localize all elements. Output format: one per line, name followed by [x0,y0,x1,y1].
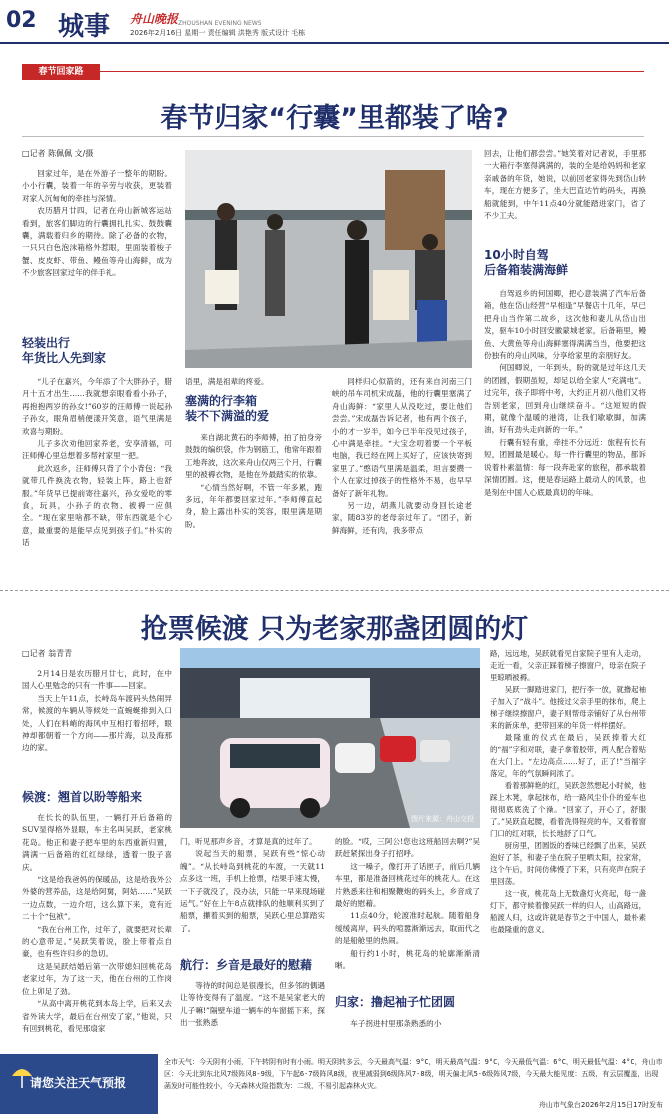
masthead-rule [0,42,669,44]
story2-col2b [180,980,325,1030]
story2-col3 [335,836,480,972]
paragraph: 路，远远地，吴跃就看见自家院子里有人走动，走近一看，父亲正踩着梯子擦窗户，母亲在院子里晾晒被褥。 [490,649,646,682]
issue-info: 2026年2月16日 星期一 责任编辑 洪艳秀 版式设计 毛栋 [130,29,306,37]
paragraph: 当天上午11点，长峙岛车渡码头热闹异常，候渡的车辆从等候处一直蜿蜒排到入口处，人们在料峭的海风中互相打着招呼，眼神却都朝着一个方向——那片海，以及海那边的家。 [22,693,172,753]
paragraph: “我在台州工作，过年了，就要把对长辈的心意带足。”吴跃笑着说，脸上带着点自豪，也有些许归乡的急切。 [22,924,172,959]
story2-col2 [180,836,325,935]
story1-subhead-2: 塞满的行李箱 装不下满溢的爱 [185,394,270,423]
story1-byline: □记者 陈佩佩 文/摄 [22,149,94,158]
paragraph: 何国卿说，一年到头，盼的就是过年这几天的团圆，假期虽短，却足以给全家人“充满电”。过完年，孩子即将中考，大约正月初八他们又将告别老家，回到舟山继续奋斗。“这短短的假期，就像个温暖的港湾，让我们歇歇脚，加满油，好有劲头走向新的一年。” [484,363,646,435]
paragraph: 11点40分，轮渡准时起航。随着船身缓缓离岸，码头的喧嚣渐渐远去，取而代之的是船舱里的热闹。 [335,911,480,946]
paragraph: 此次返乡，汪师傅只背了个小背包：“我就带几件换洗衣物，轻装上阵，路上也舒服。”年货早已提前寄往嘉兴，孙女爱吃的零食，玩具，小孙子的衣物、被褥一应俱全。“现在家里啥都不缺，带东西就是个心意，最重要的是能早点见到孩子们。”朴实的话 [22,463,172,548]
story2-headline: 抢票候渡 只为老家那盏团圆的灯 [140,614,529,645]
paragraph: 农历腊月廿四，记者在舟山新城客运站看到，旅客们脚边的行囊拥扎扎实、鼓鼓囊囊，满载着归乡的期待。除了必备的衣物，一只只白色泡沫箱格外惹眼，里面装着梭子蟹、皮皮虾、带鱼、鳗鱼等舟山海鲜，成为不少旅客回家过年的伴手礼。 [22,206,172,278]
paragraph: “这是给我爸妈的保暖品，这是给我外公外婆的营养品，这是给阿舅，阿姑……”吴跃一边点数，一边介绍，这么算下来，竟有近二十个“包袱”。 [22,875,172,922]
travelers-photo-illustration [185,150,472,368]
paragraph: “儿子在嘉兴，今年添了个大胖孙子，腊月十五才出生……我就想亲眼看看小孙子，再抱抱两岁的孙女!”60岁的汪师傅一说起孙子孙女，眼角眉梢便漾开笑意，语气里满是欢喜与期盼。 [22,377,172,436]
paragraph: 车子拐进村里那条熟悉的小 [350,1019,442,1028]
paragraph: “从高中离开桃花到本岛上学，后来又去省外读大学，最后在台州安了家，”他说，只有回到桃花，看见那扇家 [22,999,172,1033]
story-divider [0,590,669,591]
paragraph: 吴跃一脚踏进家门，把行李一放，就撸起袖子加入了“战斗”。他接过父亲手里的抹布，爬上梯子继续擦窗户，妻子则帮母亲铺好了从台州带来的新床单，把带回来的年货一样样摆好。 [490,685,646,730]
weather-title: 请您关注天气预报 [30,1076,127,1090]
paragraph: 儿子多次劝他回家养老，安享清福，可汪师傅心里总想着多帮衬家里一把。 [22,439,172,461]
story2-subhead-3: 归家：撸起袖子忙团圆 [335,995,456,1009]
weather-forecast: 全市天气：今天阴有小雨，下午转阴有时有小雨。明天阴转多云，今天最高气温：9°C，明天最高气温：9°C，今天最低气温：6°C，明天最低气温：4°C，舟山市区：今天北到东北风7级阵风8-9级，下午起6-7级阵风8级，夜里减弱到6级阵风7-8级，明天偏北风5-6级阵风7级，今天最大能见度：五级，有云层覆盖，出现菡发时可能性较小，今天森林火险指数为：二级，不易引起森林火灾。 [164,1058,663,1090]
paragraph: 最隆重的仪式在最后，吴跃捧着大红的“福”字和对联，妻子拿着胶带，两人配合着贴在大门上。“左边高点……好了，正了!”当福字落定，年的气氛瞬间浓了。 [490,733,646,778]
newspaper-logo: 舟山晚报 [130,12,179,26]
paragraph: 回家过年，是在外游子一整年的期盼。小小行囊，装着一年的辛劳与收获，更装着对家人沉甸甸的牵挂与深情。 [22,169,172,203]
newspaper-logo-en: ZHOUSHAN EVENING NEWS [178,20,262,27]
headline-rule [22,136,644,137]
story1-col4 [484,148,646,222]
story2-byline: □记者 翁青青 [22,649,73,658]
story1-subhead-3: 10小时自驾 后备箱装满海鲜 [484,248,569,277]
paragraph: 等待的时间总是很漫长，但多邻的偶遇让等待变得有了温度。“这不是吴家老大的儿子嘛!”隔壁车道一辆车的车窗摇下来，探出一张熟悉 [180,981,325,1028]
paragraph: 看着那鲜艳的红，吴跃忽然想起小时候，他踩上木凳，拿起抹布，给一路风尘仆仆的爱车也彻彻底底洗了个澡。“回家了，开心了，舒服了。”吴跃直起腰，看着洗得锃亮的车，又看着窗门口的红对联，长长地舒了口气。 [490,781,646,838]
story1-col3 [332,376,472,537]
story1-col4b [484,288,646,499]
paragraph: 这一夜，桃花岛上无数盏灯火亮起，每一盏灯下，都守候着像吴跃一样的归人，山高路远，船渡人归，这或许就是春节之于中国人，最朴素也最隆重的意义。 [490,889,646,934]
story1-col2b [185,432,322,531]
page-number: 02 [6,8,37,33]
paragraph: 说起当天的船票，吴跃有些“惊心动魄”。“从长峙岛到桃花的车渡，一天就11点多这一班，手机上抢票，结果手速太慢，一下子就没了，没办法，只能一早来现场碰运气。”好在上午8点就排队的他顺利买到了船票，攥着买到的船票，吴跃心里总算踏实了。 [180,849,325,933]
paragraph: 来自湖北黄石的李师傅，拍了拍身旁鼓鼓的编织袋，作为钢筋工，他常年跟着工地奔波，这次来舟山仅两三个月，行囊里的被褥衣物，是他在外最踏实的依靠。 [185,433,322,480]
story1-col2 [185,376,322,388]
paragraph: 自驾返乡的何国卿，把心意装满了汽车后备箱，他在岱山经营“早相逢”早餐店十几年，早已把舟山当作第二故乡，这次他和妻儿从岱山出发，驱车10小时回安徽蒙城老家，后备箱里，鳗鱼、大黄鱼等舟山海鲜塞得满满当当，他要把这份独有的舟山风味，分享给家里的亲朋好友。 [484,289,646,361]
weather-signature: 舟山市气象台2026年2月15日17时发布 [538,1101,663,1109]
paragraph: 在长长的队伍里，一辆打开后备箱的SUV显得格外显眼，车主名叫吴跃，老家桃花岛。他正和妻子把车里的东西重新归置，满满一后备箱的红红绿绿，透着一股子喜庆。 [22,813,172,872]
ferry-cars-photo-illustration [180,648,480,828]
story2-col3b [335,1018,480,1030]
story1-headline: 春节归家“行囊”里都装了啥? [160,103,509,134]
section-title: 城事 [58,12,111,42]
story1-subhead-1: 轻装出行 年货比人先到家 [22,336,107,365]
story1-col1b [22,376,172,550]
photo-caption: 图片来源：舟山交投 [411,815,474,823]
paragraph: 这是吴跃结婚后第一次带媳妇回桃花岛老家过年，为了这一天，他在台州的工作岗位上卯足了劲。 [22,961,172,996]
story2-col1b [22,812,172,1035]
paragraph: 另一边，胡燕儿就要动身回长途老家，随83岁的老母亲过年了。“团子，新鲜海鲜，还有肉，我多带点 [332,501,472,535]
paragraph: 行囊有轻有重，牵挂不分远近：旅程有长有短，团圆最是暖心。每一件行囊里的物品，都诉说着朴素温情：每一段奔赴家的旅程，都承载着深情团圆。这，便是春运路上最动人的风景，也是刻在中国人心底最真切的年味。 [484,437,646,497]
story2-col4 [490,648,646,936]
paragraph: 的脸。“哎，三阿公!您也这班船回去啊?”吴跃赶紧探出身子打招呼。 [335,837,480,859]
paragraph: 这一嗓子，像打开了话匣子，前后几辆车里，都是准备回桃花过年的桃花人。在这片熟悉来往和相聚鞭炮的码头上，乡音成了最好的慰藉。 [335,861,480,909]
paragraph: “心情当然好啊，不管一年多累，跑多远，年年都要回家过年。”李师傅直起身，脸上露出朴实的笑容，眼里满是期盼。 [185,482,322,529]
paragraph: 厨房里，团圆饭的香味已经飘了出来，吴跃泡好了茶，和妻子坐在院子里晒太阳，拉家常，这个午后，时间仿佛慢了下来，只有亮声在院子里回荡。 [490,841,646,886]
column-tag-rule [100,71,644,72]
paragraph: 回去，让他们都尝尝。”她笑着对记者说，手里那一大箱行李塞得满满的，装的全是给妈妈和老家亲戚备的年货，她说，以前回老家得先到岱山转车，现在方便多了，坐大巴直达竹屿码头，再换船就能到，中午11点40分就能踏进家门，省了不少工夫。 [484,149,646,221]
paragraph: 门，听见那声乡音，才算是真的过年了。 [180,837,317,846]
story2-photo [180,648,480,828]
paragraph: 语里，满是祖辈的疼爱。 [185,377,269,386]
paragraph: 同样归心似箭的，还有来自河南三门峡的吊车司机宋成磊，他的行囊里塞满了舟山海鲜：“家里人从没吃过，要让他们尝尝。”宋成磊告诉记者，他有两个孩子，小的才一岁半，如今已半年没见过孩子，心中满是牵挂。“大宝念叨着要一个平板电脑，我已经在网上买好了，应该快寄到家里了。”憨语气里满是温柔，坦言要攒一个人在家过掉孩子的性格外不易，也早早备好了新年礼物。 [332,377,472,498]
story1-photo [185,150,472,368]
story1-col1 [22,168,172,280]
paragraph: 船行约1小时，桃花岛的轮廓渐渐清晰。 [335,948,480,971]
story2-col1 [22,668,172,755]
column-tag: 春节回家路 [22,64,100,80]
paragraph: 2月14日是农历腊月廿七，此时，在中国人心里勉念的只有一件事——回家。 [22,669,172,691]
story2-subhead-2: 航行：乡音是最好的慰藉 [180,958,313,972]
story2-subhead-1: 候渡：翘首以盼等船来 [22,790,143,804]
